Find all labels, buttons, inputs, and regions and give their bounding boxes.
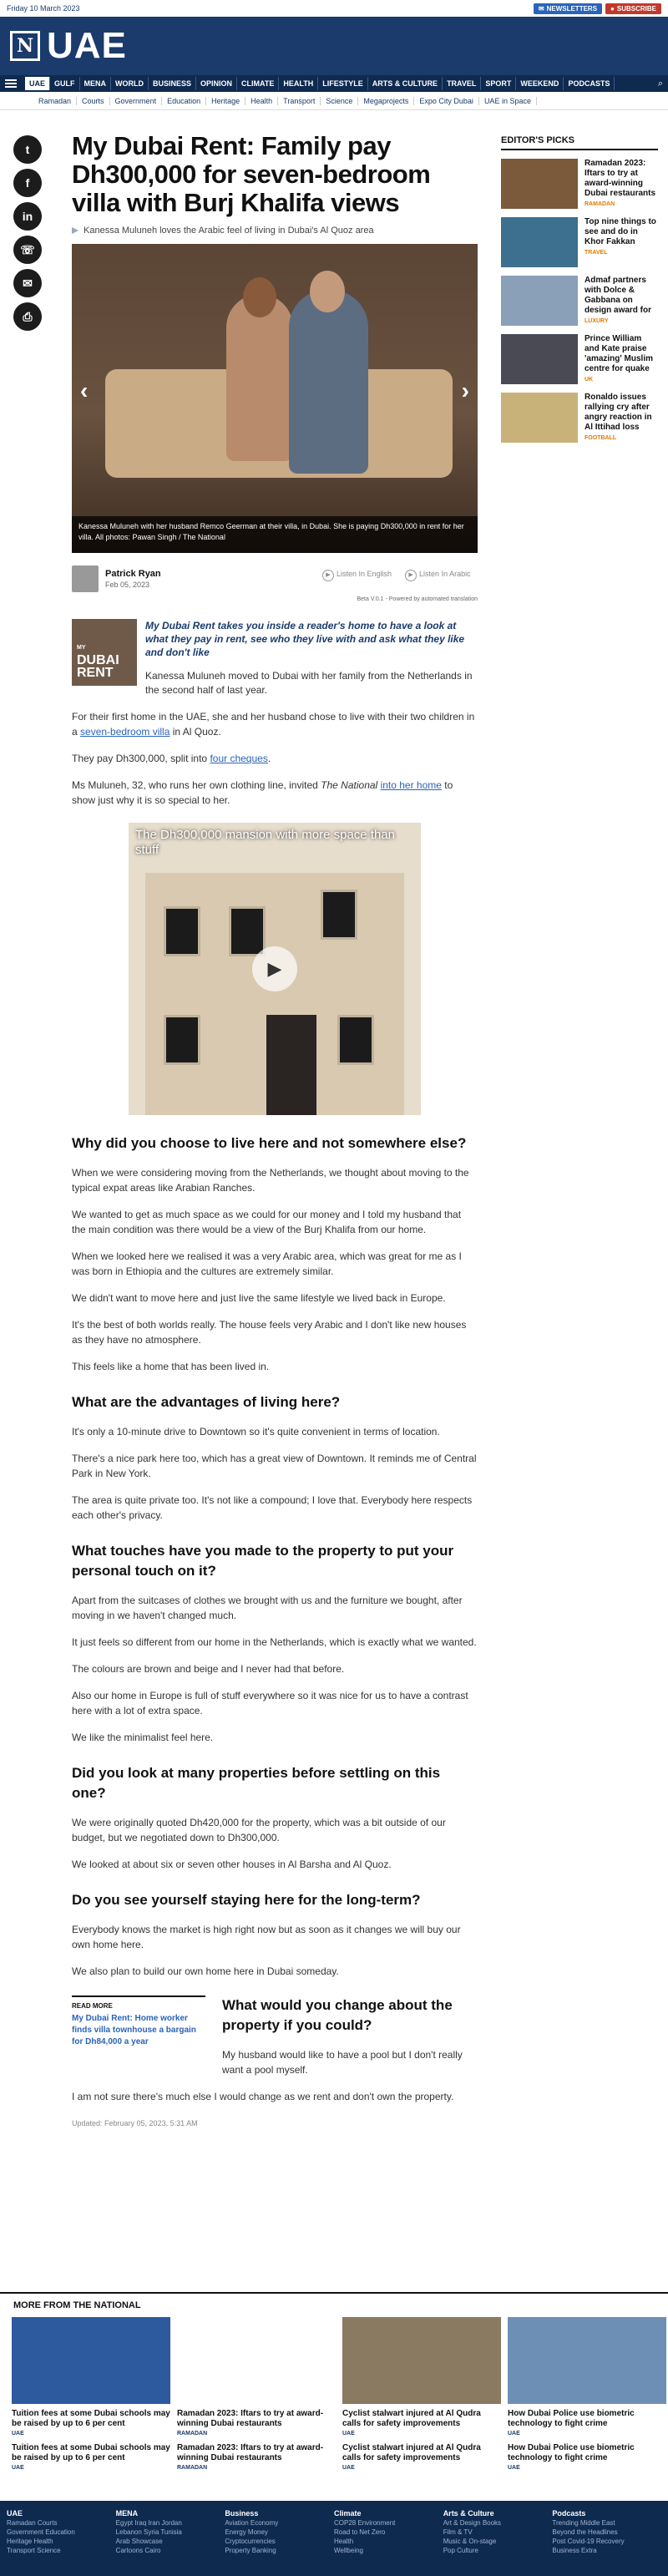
more-card[interactable]: Tuition fees at some Dubai schools may be raised by up to 6 per cent UAE Tuition fees at some Dubai schools may be raised by up to 6 per cent UAE	[12, 2317, 170, 2471]
hero-gallery[interactable]	[72, 244, 478, 553]
read-more-section	[72, 1995, 478, 2077]
question-heading: What touches have you made to the property to put your personal touch on it?	[72, 1543, 454, 1579]
footer-column: Arts & Culture Art & Design Books Film & TV Music & On-stage Pop Culture	[443, 2509, 502, 2554]
paragraph: They pay Dh300,000, split into four cheques.	[72, 753, 271, 764]
listen-arabic-button[interactable]: ▶ Listen In Arabic	[405, 570, 471, 581]
paragraph: There's a nice park here too, which has a great view of Downtown. It reminds me of Central Park in New York.	[72, 1453, 477, 1479]
read-more-box	[72, 1995, 205, 2077]
play-icon: ▶	[322, 570, 334, 581]
updated-timestamp: Updated: February 05, 2023, 5:31 AM	[72, 2119, 198, 2127]
paragraph: Everybody knows the market is high right now but as soon as it changes we will buy our own home here.	[72, 1924, 461, 1950]
nav-item-travel[interactable]: TRAVEL	[443, 77, 481, 90]
listen-english-button[interactable]: ▶ Listen In English	[322, 570, 392, 581]
menu-icon[interactable]	[5, 79, 17, 88]
footer-column: Business Aviation Economy Energy Money Cryptocurrencies Property Banking	[225, 2509, 279, 2554]
more-card[interactable]: Cyclist stalwart injured at Al Qudra calls for safety improvements UAE Cyclist stalwart injured at Al Qudra calls for safety improvements UAE	[342, 2317, 501, 2471]
subhead-text: Kanessa Muluneh loves the Arabic feel of living in Dubai's Al Quoz area	[84, 226, 374, 236]
pick-item[interactable]: Top nine things to see and do in Khor Fakkan TRAVEL	[501, 217, 658, 267]
footer-column: UAE Ramadan Courts Government Education Heritage Health Transport Science	[7, 2509, 75, 2554]
whatsapp-icon[interactable]: ☏	[13, 236, 42, 264]
nav-item-opinion[interactable]: OPINION	[196, 77, 237, 90]
brand-bar	[0, 17, 668, 75]
more-card[interactable]: How Dubai Police use biometric technology to fight crime UAE How Dubai Police use biometric technology to fight crime UAE	[508, 2317, 666, 2471]
footer-column: MENA Egypt Iraq Iran Jordan Lebanon Syria Tunisia Arab Showcase Cartoons Cairo	[115, 2509, 182, 2554]
card-thumbnail	[508, 2317, 666, 2404]
more-card[interactable]: Ramadan 2023: Iftars to try at award-winning Dubai restaurants RAMADAN Ramadan 2023: Iftars to try at award-winning Dubai restaurants RAMADAN	[177, 2317, 336, 2471]
play-marker-icon	[72, 227, 78, 234]
paragraph: Also our home in Europe is full of stuff everywhere so it was nice for us to have a contrast here with a lot of extra space.	[72, 1690, 468, 1716]
print-icon[interactable]: ⎙	[13, 302, 42, 331]
nav-item-arts-culture[interactable]: ARTS & CULTURE	[368, 77, 443, 90]
pick-thumbnail	[501, 159, 578, 209]
question-heading: What are the advantages of living here?	[72, 1394, 341, 1410]
paragraph: It's the best of both worlds really. The house feels very Arabic and I don't like new houses as they have no atmosphere.	[72, 1319, 467, 1346]
author-avatar	[72, 565, 99, 592]
more-from-section	[0, 2292, 668, 2471]
search-icon[interactable]: ⌕	[657, 78, 663, 89]
nav-item-business[interactable]: BUSINESS	[149, 77, 196, 90]
play-icon: ▶	[405, 570, 417, 581]
pick-thumbnail	[501, 393, 578, 443]
site-logo[interactable]: N	[10, 31, 40, 61]
pick-item[interactable]: Ronaldo issues rallying cry after angry reaction in Al Ittihad loss FOOTBALL	[501, 393, 658, 443]
pick-item[interactable]: Prince William and Kate praise 'amazing' Muslim centre for quake UK	[501, 334, 658, 384]
inline-link[interactable]: four cheques	[210, 753, 268, 764]
series-intro-text: My Dubai Rent takes you inside a reader's home to have a look at what they pay in rent, see who they live with and ask what they like and don't like	[145, 620, 465, 658]
main-nav	[0, 75, 668, 92]
nav-item-world[interactable]: WORLD	[111, 77, 149, 90]
subnav-item-expo-city-dubai[interactable]: Expo City Dubai	[414, 97, 479, 105]
paragraph: This feels like a home that has been lived in.	[72, 1361, 270, 1372]
twitter-icon[interactable]: t	[13, 135, 42, 164]
subnav-item-health[interactable]: Health	[245, 97, 278, 105]
series-intro-box	[72, 619, 478, 697]
paragraph: We were originally quoted Dh420,000 for the property, which was a bit outside of our budget, but we negotiated down to Dh300,000.	[72, 1817, 446, 1843]
listen-controls	[322, 570, 471, 581]
nav-item-sport[interactable]: SPORT	[481, 77, 516, 90]
nav-item-mena[interactable]: MENA	[80, 77, 112, 90]
author-name[interactable]: Patrick Ryan	[105, 569, 161, 579]
nav-item-weekend[interactable]: WEEKEND	[516, 77, 564, 90]
footer-column: Climate COP28 Environment Road to Net Zero Health Wellbeing	[334, 2509, 396, 2554]
nav-item-gulf[interactable]: GULF	[50, 77, 80, 90]
footer-column: Podcasts Trending Middle East Beyond the Headlines Post Covid-19 Recovery Business Extra	[552, 2509, 625, 2554]
sub-nav	[0, 92, 668, 110]
article-headline: My Dubai Rent: Family pay Dh300,000 for seven-bedroom villa with Burj Khalifa views	[72, 131, 431, 217]
paragraph: My husband would like to have a pool but I don't really want a pool myself.	[222, 2049, 463, 2076]
current-date: Friday 10 March 2023	[7, 4, 80, 13]
facebook-icon[interactable]: f	[13, 169, 42, 197]
translation-note: Beta V.0.1 - Powered by automated translation	[357, 596, 478, 602]
mail-icon: ✉	[538, 4, 544, 13]
paragraph: The area is quite private too. It's not like a compound; I love that. Everybody here respects each other's privacy.	[72, 1494, 473, 1521]
card-thumbnail	[342, 2317, 501, 2404]
inline-link[interactable]: into her home	[380, 779, 442, 791]
nav-item-lifestyle[interactable]: LIFESTYLE	[318, 77, 368, 90]
subnav-item-ramadan[interactable]: Ramadan	[33, 97, 77, 105]
paragraph: It's only a 10-minute drive to Downtown so it's quite convenient in terms of location.	[72, 1426, 440, 1438]
read-more-label: READ MORE	[72, 2002, 113, 2010]
section-title: UAE	[47, 25, 127, 66]
subnav-item-courts[interactable]: Courts	[77, 97, 110, 105]
pick-thumbnail	[501, 276, 578, 326]
paragraph: We didn't want to move here and just live the same lifestyle we lived back in Europe.	[72, 1292, 446, 1304]
newsletters-button[interactable]	[534, 3, 602, 14]
paragraph: We also plan to build our own home here in Dubai someday.	[72, 1965, 339, 1977]
inline-link[interactable]: seven-bedroom villa	[80, 726, 170, 738]
card-thumbnail	[12, 2317, 170, 2404]
subnav-item-heritage[interactable]: Heritage	[206, 97, 245, 105]
pick-item[interactable]: Ramadan 2023: Iftars to try at award-winning Dubai restaurants RAMADAN	[501, 159, 658, 209]
paragraph: We looked at about six or seven other houses in Al Barsha and Al Quoz.	[72, 1858, 392, 1870]
video-thumbnail	[145, 873, 404, 1115]
article-subhead	[72, 226, 478, 236]
nav-item-podcasts[interactable]: PODCASTS	[564, 77, 615, 90]
lock-icon: ●	[610, 4, 615, 13]
gallery-prev-icon[interactable]: ‹	[80, 378, 89, 403]
utility-buttons	[534, 3, 661, 14]
question-heading: Why did you choose to live here and not somewhere else?	[72, 1135, 467, 1151]
paragraph: Apart from the suitcases of clothes we brought with us and the furniture we bought, after moving in we haven't changed much.	[72, 1595, 463, 1621]
share-bar	[13, 135, 42, 331]
gallery-next-icon[interactable]: ›	[461, 378, 469, 403]
paragraph: I am not sure there's much else I would change as we rent and don't own the property.	[72, 2091, 454, 2102]
site-footer	[0, 2501, 668, 2576]
paragraph: It just feels so different from our home in the Netherlands, which is exactly what we wanted.	[72, 1636, 477, 1648]
card-thumbnail	[177, 2317, 336, 2404]
sidebar-title: EDITOR'S PICKS	[501, 135, 658, 150]
paragraph: When we looked here we realised it was a very Arabic area, which was great for me as I was born in Ethiopia and the cultures are extremely similar.	[72, 1250, 462, 1277]
paragraph: When we were considering moving from the Netherlands, we thought about moving to the typical expat areas like Arabian Ranches.	[72, 1167, 469, 1194]
nav-item-uae[interactable]: UAE	[25, 77, 50, 90]
subscribe-button[interactable]	[605, 3, 661, 14]
paragraph: The colours are brown and beige and I never had that before.	[72, 1663, 345, 1675]
byline	[72, 563, 478, 595]
read-more-link[interactable]: My Dubai Rent: Home worker finds villa townhouse a bargain for Dh84,000 a year	[72, 2014, 196, 2046]
editors-picks	[501, 135, 658, 443]
paragraph: We wanted to get as much space as we could for our money and I told my husband that the main condition was there would be a view of the Burj Khalifa from our home.	[72, 1209, 462, 1235]
subnav-item-science[interactable]: Science	[321, 97, 358, 105]
subscribe-label: SUBSCRIBE	[616, 4, 656, 13]
paragraph: Ms Muluneh, 32, who runs her own clothing line, invited The National into her home to show just why it is so special to her.	[72, 779, 453, 806]
subnav-item-education[interactable]: Education	[162, 97, 206, 105]
question-heading: What would you change about the property if you could?	[222, 1997, 453, 2033]
video-player[interactable]	[129, 823, 421, 1115]
more-from-title: MORE FROM THE NATIONAL	[13, 2300, 141, 2310]
subnav-item-government[interactable]: Government	[110, 97, 163, 105]
subnav-item-transport[interactable]: Transport	[278, 97, 321, 105]
email-icon[interactable]: ✉	[13, 269, 42, 297]
paragraph: For their first home in the UAE, she and her husband chose to live with their two children in a seven-bedroom villa in Al Quoz.	[72, 711, 475, 738]
subnav-item-uae-in-space[interactable]: UAE in Space	[479, 97, 537, 105]
play-icon[interactable]: ▶	[252, 946, 297, 991]
utility-bar	[0, 0, 668, 17]
hero-caption: Kanessa Muluneh with her husband Remco Geerman at their villa, in Dubai. She is paying Dh300,000 in rent for her villa. All photos: Pawan Singh / The National	[72, 516, 478, 553]
lead-paragraph: Kanessa Muluneh moved to Dubai with her family from the Netherlands in the second half of last year.	[145, 670, 473, 696]
pick-thumbnail	[501, 334, 578, 384]
pick-thumbnail	[501, 217, 578, 267]
question-heading: Do you see yourself staying here for the long-term?	[72, 1892, 421, 1908]
article	[72, 132, 478, 2127]
video-title: The Dh300,000 mansion with more space than stuff	[135, 828, 396, 857]
question-heading: Did you look at many properties before settling on this one?	[72, 1765, 441, 1801]
paragraph: We like the minimalist feel here.	[72, 1732, 214, 1743]
nav-item-climate[interactable]: CLIMATE	[237, 77, 279, 90]
publish-date: Feb 05, 2023	[105, 581, 150, 589]
subnav-item-megaprojects[interactable]: Megaprojects	[358, 97, 414, 105]
pick-item[interactable]: Admaf partners with Dolce & Gabbana on design award for LUXURY	[501, 276, 658, 326]
linkedin-icon[interactable]: in	[13, 202, 42, 231]
newsletters-label: NEWSLETTERS	[546, 4, 598, 13]
series-logo: MY DUBAI RENT	[72, 619, 137, 686]
nav-item-health[interactable]: HEALTH	[279, 77, 318, 90]
